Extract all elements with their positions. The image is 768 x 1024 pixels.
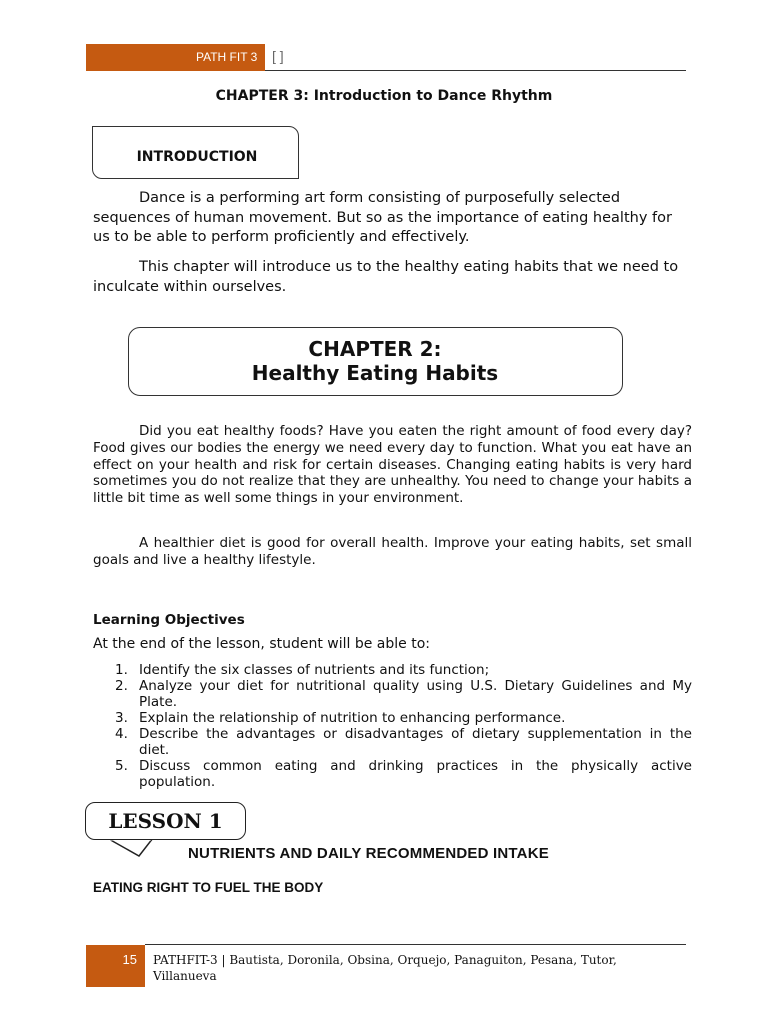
list-item-number: 4.: [115, 726, 128, 742]
list-item-number: 1.: [115, 662, 128, 678]
chapter2-paragraph-1: Did you eat healthy foods? Have you eaten the right amount of food every day? Food gives our bodies the energy we need every day to function. What you eat have an effect on your health and risk for certain diseases. Changing eating habits is very hard sometimes you do not realize that they are unhealthy. You need to change your habits a little bit time as well some things in your environment.: [93, 423, 692, 507]
introduction-paragraph-1: Dance is a performing art form consisting of purposefully selected sequences of human movement. But so as the importance of eating healthy for us to be able to perform proficiently and effectively.: [93, 190, 672, 245]
page-number: 15: [122, 952, 137, 967]
list-item: [93, 726, 692, 758]
chapter2-title-line1: CHAPTER 2:: [308, 337, 442, 361]
chapter-title: CHAPTER 3: Introduction to Dance Rhythm: [215, 88, 553, 104]
list-item-number: 3.: [115, 710, 128, 726]
list-item-number: 5.: [115, 758, 128, 774]
list-item-number: 2.: [115, 678, 128, 694]
header-label: PATH FIT 3: [196, 50, 258, 64]
chapter2-title-line2: Healthy Eating Habits: [251, 361, 499, 385]
introduction-heading: INTRODUCTION: [136, 149, 258, 165]
learning-objectives-title: Learning Objectives: [93, 612, 245, 628]
lesson-subtitle: NUTRIENTS AND DAILY RECOMMENDED INTAKE: [188, 845, 549, 862]
list-item-text: Analyze your diet for nutritional quality using U.S. Dietary Guidelines and My Plate.: [139, 678, 692, 710]
list-item: [93, 678, 692, 710]
chapter2-paragraph-2: A healthier diet is good for overall health. Improve your eating habits, set small goals and live a healthy lifestyle.: [93, 535, 692, 568]
list-item: [93, 710, 692, 726]
introduction-paragraph-2: This chapter will introduce us to the healthy eating habits that we need to inculcate within ourselves.: [93, 259, 679, 295]
list-item: [93, 662, 692, 678]
section-heading: EATING RIGHT TO FUEL THE BODY: [93, 880, 324, 895]
speech-bubble-tail-icon: [105, 838, 155, 858]
header-bracket: [ ]: [272, 48, 284, 64]
objectives-list: [93, 662, 692, 790]
list-item-text: Discuss common eating and drinking practices in the physically active population.: [139, 758, 692, 790]
learning-objectives-intro: At the end of the lesson, student will be able to:: [93, 636, 430, 652]
list-item: [93, 758, 692, 790]
footer-text: PATHFIT-3 | Bautista, Doronila, Obsina, Orquejo, Panaguiton, Pesana, Tutor, Villanueva: [153, 953, 617, 983]
lesson-label: LESSON 1: [108, 809, 223, 833]
header-rule: [265, 70, 686, 71]
list-item-text: Explain the relationship of nutrition to enhancing performance.: [139, 710, 566, 726]
footer-rule: [145, 944, 686, 945]
list-item-text: Describe the advantages or disadvantages of dietary supplementation in the diet.: [139, 726, 692, 758]
list-item-text: Identify the six classes of nutrients and its function;: [139, 662, 490, 678]
